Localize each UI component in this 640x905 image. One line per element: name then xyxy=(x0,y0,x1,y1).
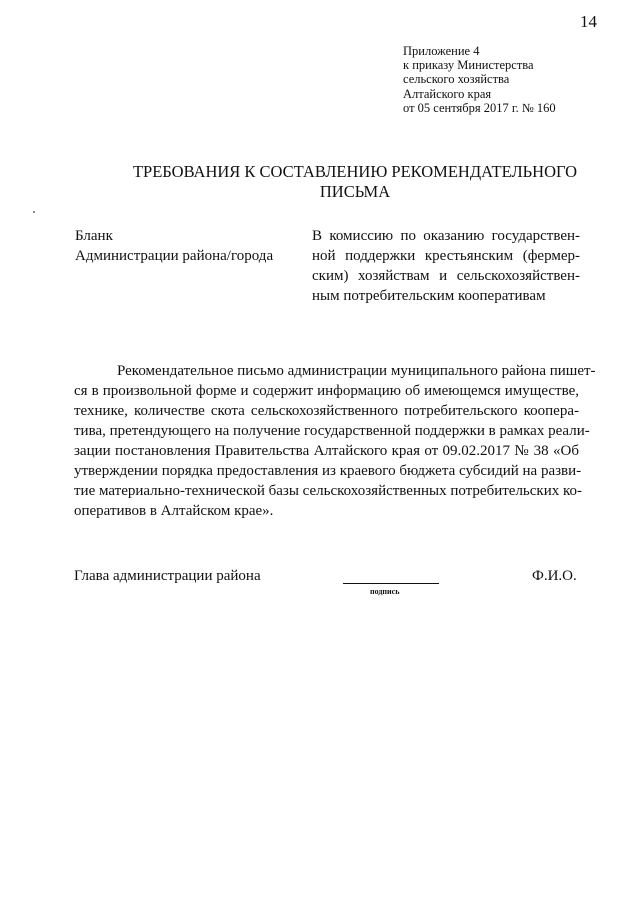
body-line: тие материально-технической базы сельскохозяйственных потребительских ко- xyxy=(74,483,583,499)
body-line: ся в произвольной форме и содержит информацию об имеющемся имуществе, xyxy=(74,383,579,399)
appendix-line: Алтайского края xyxy=(403,86,492,101)
appendix-line: к приказу Министерства xyxy=(403,58,534,73)
addressee-line: ским) хозяйствам и сельскохозяйствен- xyxy=(312,268,580,284)
body-line: тива, претендующего на получение государственной поддержки в рамках реали- xyxy=(74,423,590,439)
page-number: 14 xyxy=(580,12,597,31)
body-line: Рекомендательное письмо администрации муниципального района пишет- xyxy=(117,363,596,379)
addressee-block xyxy=(312,226,580,306)
body-line: оперативов в Алтайском крае». xyxy=(74,503,274,519)
addressee-line: В комиссию по оказанию государствен- xyxy=(312,228,580,244)
title-line: ПИСЬМА xyxy=(319,182,391,201)
letterhead-line: Бланк xyxy=(75,228,113,244)
body-line: зации постановления Правительства Алтайского края от 09.02.2017 № 38 «Об xyxy=(74,443,579,459)
signatory-title: Глава администрации района xyxy=(74,568,261,584)
scan-speck xyxy=(33,211,35,213)
title-line: ТРЕБОВАНИЯ К СОСТАВЛЕНИЮ РЕКОМЕНДАТЕЛЬНОГО xyxy=(132,162,578,181)
letterhead-line: Администрации района/города xyxy=(75,248,274,264)
appendix-line: Приложение 4 xyxy=(403,44,480,58)
body-line: технике, количестве скота сельскохозяйственного потребительского коопера- xyxy=(74,403,579,419)
document-title xyxy=(100,162,610,202)
signature-line xyxy=(343,583,439,584)
body-line: утверждении порядка предоставления из краевого бюджета субсидий на разви- xyxy=(74,463,582,479)
body-paragraph xyxy=(74,361,596,521)
appendix-note xyxy=(403,44,556,115)
letterhead-block xyxy=(75,226,273,266)
appendix-line: от 05 сентября 2017 г. № 160 xyxy=(403,100,556,115)
signature-caption: подпись xyxy=(370,587,400,596)
addressee-line: ным потребительским кооперативам xyxy=(312,288,546,304)
signatory-name: Ф.И.О. xyxy=(532,568,577,584)
appendix-line: сельского хозяйства xyxy=(403,72,510,87)
addressee-line: ной поддержки крестьянским (фермер- xyxy=(312,248,580,264)
